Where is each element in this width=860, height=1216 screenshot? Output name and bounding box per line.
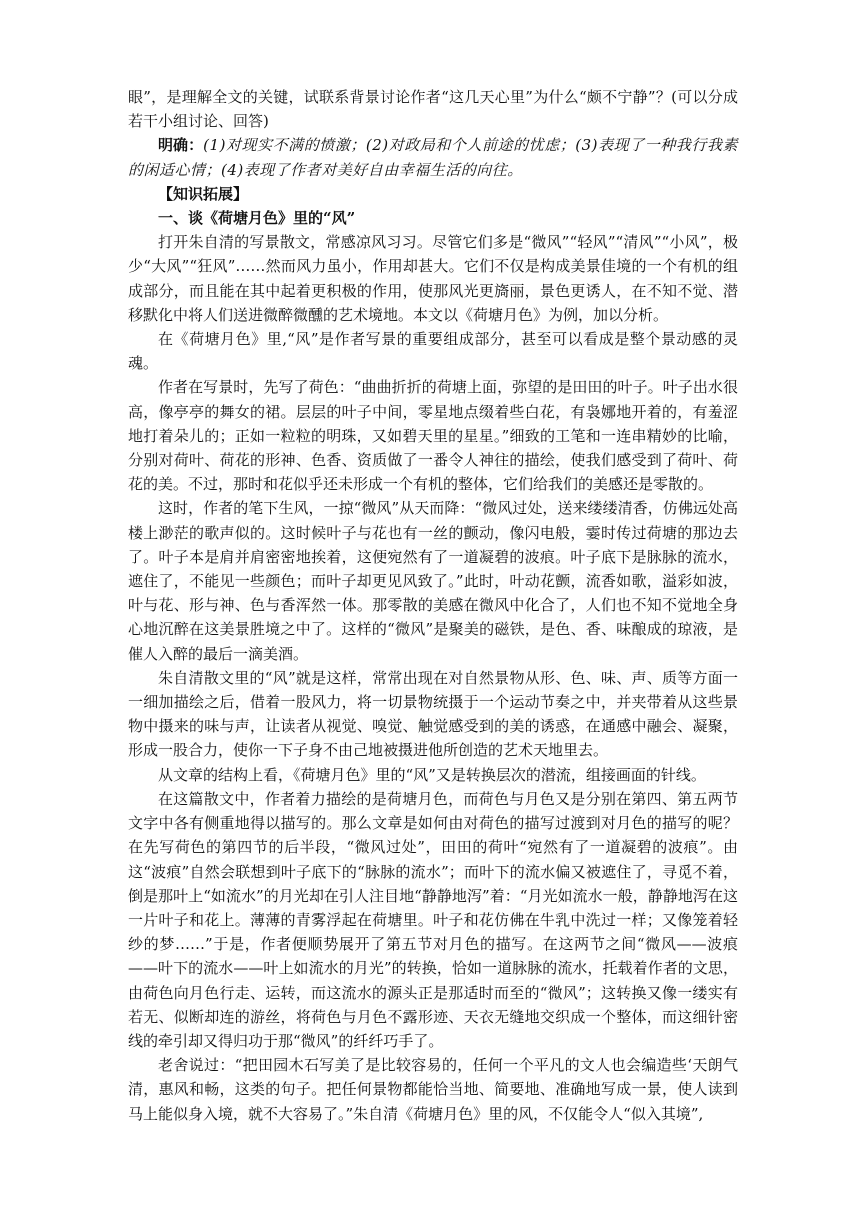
section-title: 【知识拓展】 xyxy=(158,184,249,203)
body-paragraph: 朱自清散文里的“风”就是这样，常常出现在对自然景物从形、色、味、声、质等方面一一细加描绘之后，借着一股风力，将一切景物统摄于一个运动节奏之中，并夹带着从这些景物中摄来的味与声，让读者从视觉、嗅觉、触觉感受到的美的诱惑，在通感中融会、凝聚，形成一股合力，使你一下子身不由己地被摄进他所创造的艺术天地里去。 xyxy=(128,668,738,760)
body-paragraph: 作者在写景时，先写了荷色：“曲曲折折的荷塘上面，弥望的是田田的叶子。叶子出水很高，像亭亭的舞女的裙。层层的叶子中间，零星地点缀着些白花，有袅娜地开着的，有羞涩地打着朵儿的；正如一粒粒的明珠，又如碧天里的星星。”细致的工笔和一连串精妙的比喻，分别对荷叶、荷花的形神、色香、资质做了一番令人神往的描绘，使我们感受到了荷叶、荷花的美。不过，那时和花似乎还未形成一个有机的整体，它们给我们的美感还是零散的。 xyxy=(128,378,738,494)
body-paragraph: 在这篇散文中，作者着力描绘的是荷塘月色，而荷色与月色又是分别在第四、第五两节文字中各有侧重地得以描写的。那么文章是如何由对荷色的描写过渡到对月色的描写的呢？在先写荷色的第四节的后半段，“微风过处”，田田的荷叶“宛然有了一道凝碧的波痕”。由这“波痕”自然会联想到叶子底下的“脉脉的流水”；而叶下的流水偏又被遮住了，寻觅不着，倒是那叶上“如流水”的月光却在引人注目地“静静地泻”着：“月光如流水一般，静静地泻在这一片叶子和花上。薄薄的青雾浮起在荷塘里。叶子和花仿佛在牛乳中洗过一样；又像笼着轻纱的梦……”于是，作者便顺势展开了第五节对月色的描写。在这两节之间“微风——波痕——叶下的流水——叶上如流水的月光”的转换，恰如一道脉脉的流水，托载着作者的文思，由荷色向月色行走、运转，而这流水的源头正是那适时而至的“微风”；这转换又像一缕实有若无、似断却连的游丝，将荷色与月色不露形迹、天衣无缝地交织成一个整体，而这细针密线的牵引却又得归功于那“微风”的纤纤巧手了。 xyxy=(128,789,738,1050)
body-paragraph: 从文章的结构上看，《荷塘月色》里的“风”又是转换层次的潜流，组接画面的针线。 xyxy=(158,765,706,784)
paragraph-question-continuation: 眼”，是理解全文的关键，试联系背景讨论作者“这几天心里”为什么“颇不宁静”？(可以分成若干小组讨论、回答) xyxy=(128,88,738,131)
body-paragraph: 这时，作者的笔下生风，一掠“微风”从天而降：“微风过处，送来缕缕清香，仿佛远处高楼上渺茫的歌声似的。这时候叶子与花也有一丝的颤动，像闪电般，霎时传过荷塘的那边去了。叶子本是肩并肩密密地挨着，这便宛然有了一道凝碧的波痕。叶子底下是脉脉的流水，遮住了，不能见一些颜色；而叶子却更见风致了。”此时，叶动花颤，流香如歌，溢彩如波，叶与花、形与神、色与香浑然一体。那零散的美感在微风中化合了，人们也不知不觉地全身心地沉醉在这美景胜境之中了。这样的“微风”是聚美的磁铁，是色、香、味酿成的琼液，是催人入醉的最后一滴美酒。 xyxy=(128,499,738,663)
answer-paragraph xyxy=(128,133,738,181)
body-paragraph: 在《荷塘月色》里,“风”是作者写景的重要组成部分，甚至可以看成是整个景动感的灵魂。 xyxy=(128,330,738,373)
answer-label: 明确： xyxy=(158,136,204,155)
answer-text: (1)对现实不满的愤激；(2)对政局和个人前途的忧虑；(3)表现了一种我行我素的闲适心情；(4)表现了作者对美好自由幸福生活的向往。 xyxy=(128,136,738,179)
document-page xyxy=(128,85,738,1126)
body-paragraph: 老舍说过：“把田园木石写美了是比较容易的，任何一个平凡的文人也会编造些‘天朗气清，惠风和畅，这类的句子。把任何景物都能恰当地、简要地、准确地写成一景，使人读到马上能似身入境，就不大容易了。”朱自清《荷塘月色》里的风，不仅能令人“似入其境”, xyxy=(128,1056,738,1123)
subsection-title: 一、谈《荷塘月色》里的“风” xyxy=(158,209,356,228)
body-paragraph: 打开朱自清的写景散文，常感凉风习习。尽管它们多是“微风”“轻风”“清风”“小风”，极少“大风”“狂风”……然而风力虽小，作用却甚大。它们不仅是构成美景佳境的一个有机的组成部分，而且能在其中起着更积极的作用，使那风光更旖丽，景色更诱人，在不知不觉、潜移默化中将人们送进微醉微醺的艺术境地。本文以《荷塘月色》为例，加以分析。 xyxy=(128,233,738,324)
